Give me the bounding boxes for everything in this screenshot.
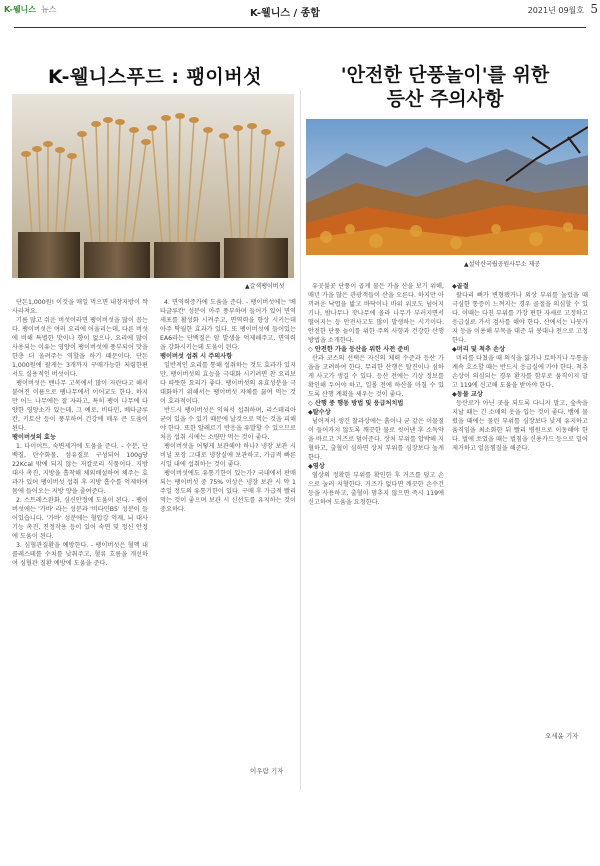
column-divider <box>300 90 301 790</box>
left-article-byline: 이우람 기자 <box>250 767 284 775</box>
right-article-column-1 <box>308 282 444 507</box>
left-article-column-2 <box>160 298 296 514</box>
newspaper-logo <box>4 4 56 15</box>
page-number: 5 <box>590 2 598 16</box>
paragraph: 염상의 정확한 부위를 확인한 후 거즈를 덮고 손으로 눌러 지혈한다. 거즈가 없다면 깨끗한 손수건 등을 사용하고, 출혈이 멈추지 않으면 즉시 119에 신고하여 도움을 요청한다. <box>308 472 444 506</box>
paragraph: 팽이버섯을 어떻게 보관해야 하나? 냉장 보관 시 비닐 포장 그대로 냉장실에 보관하고, 가급적 빠른 시일 내에 섭취하는 것이 좋다. <box>160 443 296 468</box>
subheading: ◆탈수상 <box>308 409 331 416</box>
right-article-byline: 오세윤 기자 <box>545 732 579 740</box>
subheading: ◇ 안전한 가을 등산을 위한 사전 준비 <box>308 346 410 353</box>
subheading: ◆동물 교상 <box>452 391 483 398</box>
paragraph: 3. 심혈관질환을 예방한다. - 팽이버섯은 혈액 내 콜레스테롤 수치를 낮춰주고, 혈류 흐름을 개선하여 심혈관 질환 예방에 도움을 준다. <box>12 542 148 567</box>
header-divider <box>14 27 586 28</box>
section-title: K-웰니스 / 종합 <box>250 8 320 19</box>
subheading: ◆머리 및 척추 손상 <box>452 346 506 353</box>
right-title-line1: '안전한 단풍놀이'를 위한 <box>340 64 550 86</box>
paragraph: 1. 다이어트, 숙변제거에 도움을 준다. - 수분, 단백질, 탄수화물, 섬유질로 구성되어 100g당 22Kcal 밖에 되지 않는 저칼로리 식품이다. 지방대사 촉진, 지방을 흡착해 체외배설하여 체주는 효과가 있어 팽이버섯 섭취 후 지방 흡수를 억제하며 몸에 들어오는 지방 양을 줄여준다. <box>12 443 148 495</box>
left-article-title: K-웰니스푸드 : 팽이버섯 <box>48 66 262 88</box>
subheading: ◆염상 <box>308 463 325 470</box>
mushroom-photo-caption: ▲갈색팽이버섯 <box>245 283 285 290</box>
left-article-column-1 <box>12 298 148 568</box>
logo-brand: K-웰니스 <box>4 5 37 14</box>
paragraph: 일반적인 요리를 통해 섭취하는 것도 효과가 있지만, 팽이버섯의 효능을 극대화 시키려면 찬 요리보다 따뜻한 요리가 좋다. 팽이버섯의 유효성분을 극대화하기 위해서는 팽이버섯 자체를 끓여 먹는 것이 효과적이다. <box>160 362 296 405</box>
mushroom-photo <box>12 94 294 278</box>
paragraph: 등산로가 아닌 곳을 되도록 다니지 말고, 숲속을 지날 때는 긴 소매의 옷을 입는 것이 좋다. 뱀에 물렸을 때에는 물린 부위를 심장보다 낮게 유지하고 움직임을 최소화한 뒤 빨리 병원으로 이동해야 한다. 벌에 쏘였을 때는 벌침을 신용카드 등으로 밀어 제거하고 얼음찜질을 해준다. <box>452 400 588 452</box>
paragraph: 기름 많고 쉬운 버섯이라면 팽이버섯을 많이 꼽는다. 팽이버섯은 여러 요리에 어울리는데, 다른 버섯에 비해 특별한 맛이나 향이 없으나, 요리에 많이 사용되는 이유는 영양이 팽이버섯에 풍부되어 맛을 한층 더 올려주는 역할을 하기 때문이다. 단돈1,000원에 팔게는 3개까지 구매가능한 저렴한편서도 실용적인 버섯이다. <box>12 317 148 378</box>
issue-date: 2021년 09월호 <box>527 6 584 15</box>
paragraph: 산과 코스의 선택은 자신의 체력 수준과 등산 가을을 고려하여 한다. 무리한 산행은 탈진이나 심하게 사고가 생길 수 있다. 등산 전에는 기상 정보를 확인해 두어야 하고, 일몰 전에 하산을 마칠 수 있도록 산행 계획을 세우는 것이 좋다. <box>308 355 444 398</box>
subheading: ◇ 산행 중 행동 방법 및 응급처치법 <box>308 400 404 407</box>
paragraph: 유곳불곳 단풍이 곱게 물든 가을 산을 보기 위해, 매년 가을 많은 관광객들이 산을 오른다. 하지만 아끼려운 낙엽을 밟고 바닥이나 바위 위로도 넘어지기나, 밤나무나 잣나무에 올라 나무가 부러지면서 떨어지는 등 안전사고도 많이 발생하는 시기이다. 안전한 단풍 놀이를 위한 주의 사항과 건강한 산행 방법을 소개한다. <box>308 283 444 344</box>
right-article-title <box>300 63 590 111</box>
right-article-column-2 <box>452 282 588 453</box>
subheading: 팽이버섯의 효능 <box>12 434 56 441</box>
paragraph: 머리를 다쳤을 때 의식을 잃거나 토하거나 두통을 계속 호소할 때는 반드시 응급실에 가야 한다. 척추 손상이 의심되는 경우 환자를 함부로 움직이지 말고 119에 신고해 도움을 받아야 한다. <box>452 355 588 389</box>
paragraph: 4. 면역력증가에 도움을 준다. - 팽이버섯에는 '베타글루칸' 성분이 아주 풍부하며 들어가 있어 면역세포를 활성화 시켜주고, 면역력을 향상 시키는데 아주 탁월한 효과가 있다. 또 팽이버섯에 들어있는 EA6라는 단백질은 암 발생을 억제해주고, 면역력을 강화시키는데 도움이 된다. <box>160 299 296 351</box>
autumn-mountain-photo <box>306 119 588 255</box>
logo-sub: 뉴스 <box>41 5 57 14</box>
paragraph: 팔다리 뼈가 변형됐거나 외상 부위를 눌렀을 때 극심한 통증이 느껴지는 경우 골절을 의심할 수 있다. 이때는 다친 부위를 가장 편한 자세로 고정하고 응급실로 가서 검사를 해야 한다. 산에서는 나뭇가지 등을 이용해 부목을 대준 뒤 붕대나 천으로 고정한다. <box>452 292 588 344</box>
subheading: ◆골절 <box>452 283 469 290</box>
paragraph: 넘어져서 생긴 찰과상에는 흙이나 균 같은 이물질이 들어가지 않도록 깨끗한 물로 씻어낸 후 소독약을 바르고 거즈로 덮어준다. 상처 부위를 압박해 지혈하고, 출혈이 심하면 상처 부위를 심장보다 높게 한다. <box>308 418 444 461</box>
paragraph: 2. 스트레스완화, 심신안정에 도움이 된다. - 팽이버섯에는 '가바' 라는 성분과 '비타민B5' 성분이 들어있습니다. '가바' 성분에는 혈압강 억제, 뇌 대사 기능 촉진, 진정작용 등이 있어 숙면 및 정신 안정에 도움이 된다. <box>12 497 148 540</box>
paragraph: 팽이버섯에도 유통기한이 있는가? 국내에서 판매되는 팽이버섯 중 75% 이상은 냉장 보관 시 약 1주일 정도의 유통기한이 있다. 구매 후 가급적 빨리 먹는 것이 좋으며 보관 시 신선도를 유지하는 것이 중요하다. <box>160 470 296 513</box>
right-title-line2: 등산 주의사항 <box>386 88 504 110</box>
mountain-photo-caption: ▲설악산국립공원사무소 제공 <box>464 261 541 268</box>
paragraph: 팽이버섯은 밴나무 고목에서 많이 자란다고 해서 붙여진 이름으로 팽나무에서 이어교도 한다. 하지만 어느 나무에든 잘 자라고, 특히 팽이 나무에 다양한 영양소가 있는데, 그 예로, 비타민, 베타글루칸, 키토산 등이 풍부하여 건강에 매우 큰 도움이 된다. <box>12 380 148 432</box>
paragraph: 반드시 팽이버섯은 익혀서 섭취하며, 리스테리아 균이 있을 수 있기 때문에 날것으로 먹는 것을 피해야 한다. 또한 알레르기 반응을 유발할 수 있으므로 처음 섭취 시에는 소량만 먹는 것이 좋다. <box>160 407 296 441</box>
paragraph: 단돈1,000원! 이것을 매일 먹으면 내장지방이 싹 사라져요. <box>12 299 148 315</box>
subheading: 팽이버섯 섭취 시 주의사항 <box>160 353 233 360</box>
